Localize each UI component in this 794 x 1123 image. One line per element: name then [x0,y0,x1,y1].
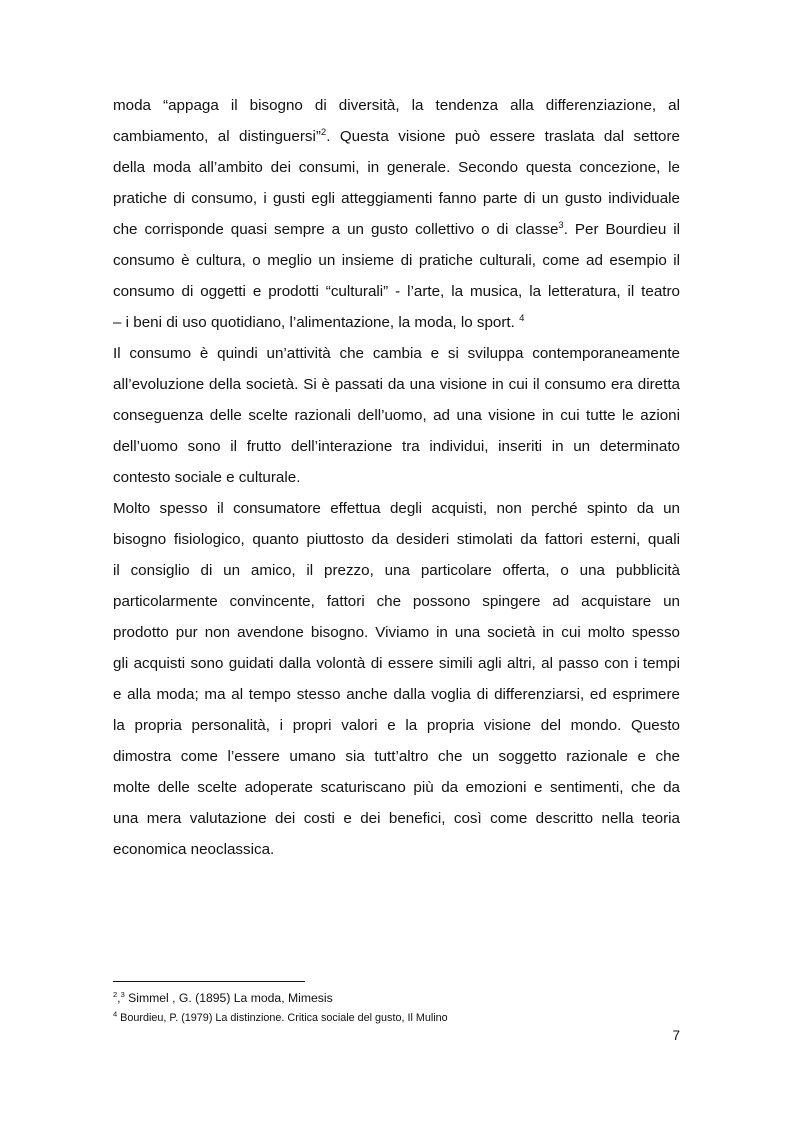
text-line [113,431,680,462]
footnote-reference: 3 [558,219,564,231]
footnote-text: Bourdieu, P. (1979) La distinzione. Critica sociale del gusto, Il Mulino [117,1012,448,1024]
footnote-reference: 4 [519,312,525,324]
text-line-content: gli acquisti sono guidati dalla volontà di essere simili agli altri, al passo con i tempi [113,655,680,672]
text-line [113,338,680,369]
text-line-content: all’evoluzione della società. Si è passati da una visione in cui il consumo era diretta [113,376,680,393]
footnote-text: Simmel , G. (1895) La moda, Mimesis [124,991,333,1005]
text-line [113,555,680,586]
text-line [113,679,680,710]
text-line [113,400,680,431]
text-line-content: particolarmente convincente, fattori che possono spingere ad acquistare un [113,593,680,610]
text-line [113,648,680,679]
text-line [113,245,680,276]
text-line [113,462,680,493]
text-line-content: il consiglio di un amico, il prezzo, una particolare offerta, o una pubblicità [113,562,680,579]
text-line [113,741,680,772]
text-line [113,803,680,834]
text-line-content: consumo è cultura, o meglio un insieme di pratiche culturali, come ad esempio il [113,252,680,269]
footnote-separator [113,981,305,982]
text-line-content: conseguenza delle scelte razionali dell’uomo, ad una visione in cui tutte le azioni [113,407,680,424]
text-line-content: cambiamento, al distinguersi” [113,128,321,145]
text-line-content: che corrisponde quasi sempre a un gusto collettivo o di classe [113,221,559,238]
footnote-number: 4 [113,1009,118,1019]
text-line-content: contesto sociale e culturale. [113,469,301,486]
text-line-content: Il consumo è quindi un’attività che cambia e si sviluppa contemporaneamente [113,345,680,362]
text-line-content: economica neoclassica. [113,841,275,858]
text-line [113,90,680,121]
footnote-number: 2 [113,989,118,999]
text-line [113,586,680,617]
text-line [113,524,680,555]
text-line [113,183,680,214]
text-line [113,710,680,741]
footnote-number: 3 [120,989,125,999]
text-line [113,834,680,865]
text-line-continuation: . Questa visione può essere traslata dal settore [326,128,680,145]
text-line [113,276,680,307]
text-line-content: e alla moda; ma al tempo stesso anche dalla voglia di differenziarsi, ed esprimere [113,686,680,703]
footnote-reference: 2 [320,126,327,138]
text-line-continuation: . Per Bourdieu il [563,221,680,238]
text-line-content: Molto spesso il consumatore effettua degli acquisti, non perché spinto da un [113,500,680,517]
text-line-content: dell’uomo sono il frutto dell’interazione tra individui, inseriti in un determinato [113,438,680,455]
text-line-content: molte delle scelte adoperate scaturiscano più da emozioni e sentimenti, che da [113,779,680,796]
text-line [113,307,680,338]
text-line-content: pratiche di consumo, i gusti egli atteggiamenti fanno parte di un gusto individuale [113,190,680,207]
body-text [113,90,680,865]
text-line [113,121,680,152]
page-number: 7 [672,1028,680,1043]
text-line [113,152,680,183]
footnotes [113,988,680,1028]
text-line-content: una mera valutazione dei costi e dei benefici, così come descritto nella teoria [113,810,680,827]
text-line-content: dimostra come l’essere umano sia tutt’altro che un soggetto razionale e che [113,748,680,765]
text-line-content: moda “appaga il bisogno di diversità, la tendenza alla differenziazione, al [113,97,680,114]
text-line [113,214,680,245]
text-line [113,493,680,524]
text-line [113,617,680,648]
footnote [113,988,680,1008]
text-line-content: consumo di oggetti e prodotti “culturali” - l’arte, la musica, la letteratura, il teatro [113,283,680,300]
text-line-content: – i beni di uso quotidiano, l’alimentazione, la moda, lo sport. [113,314,520,331]
text-line-content: bisogno fisiologico, quanto piuttosto da desideri stimolati da fattori esterni, quali [113,531,680,548]
footnote [113,1008,680,1028]
footnote-separator-comma: , [117,991,121,1005]
text-line [113,772,680,803]
text-line [113,369,680,400]
text-line-content: della moda all’ambito dei consumi, in generale. Secondo questa concezione, le [113,159,680,176]
text-line-content: la propria personalità, i propri valori e la propria visione del mondo. Questo [113,717,680,734]
text-line-content: prodotto pur non avendone bisogno. Viviamo in una società in cui molto spesso [113,624,680,641]
